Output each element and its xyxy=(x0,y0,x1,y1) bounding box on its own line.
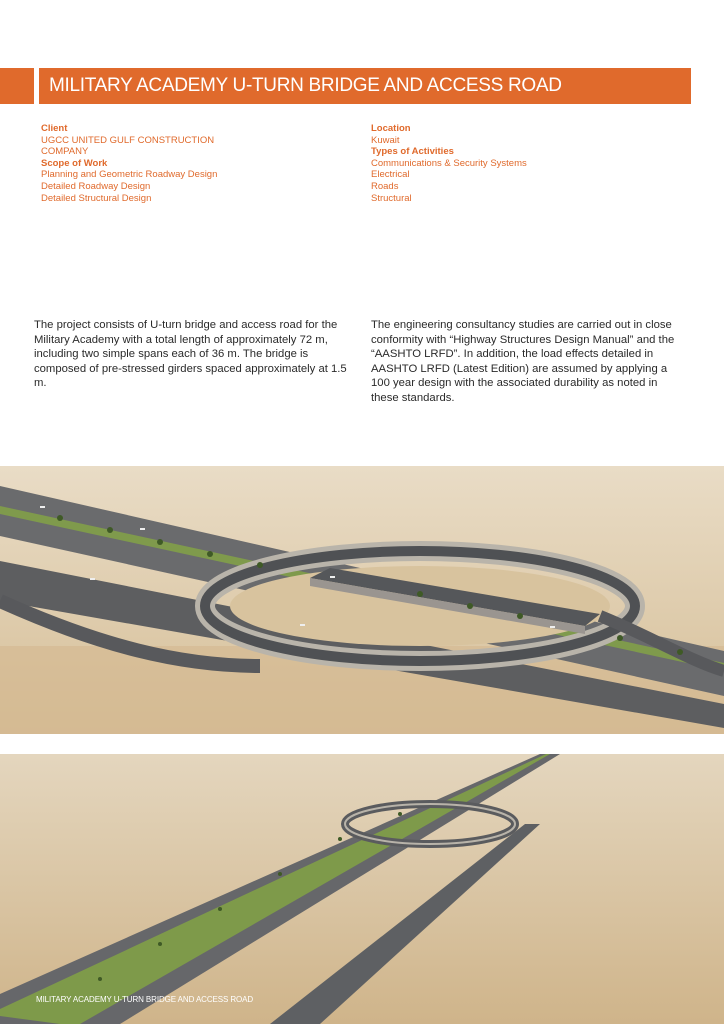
activity-item: Structural xyxy=(371,192,412,204)
client-value-line-2: COMPANY xyxy=(41,146,89,158)
scope-item: Detailed Structural Design xyxy=(41,192,152,204)
client-label: Client xyxy=(41,123,68,134)
activity-item: Roads xyxy=(371,180,399,192)
activity-item: Communications & Security Systems xyxy=(371,157,527,169)
title-bar xyxy=(0,68,691,104)
info-column-left xyxy=(41,123,271,204)
location-value: Kuwait xyxy=(371,134,400,146)
title-banner xyxy=(39,68,691,104)
activity-item: Electrical xyxy=(371,169,410,181)
scope-item: Planning and Geometric Roadway Design xyxy=(41,169,218,181)
scope-label: Scope of Work xyxy=(41,157,108,169)
activities-label: Types of Activities xyxy=(371,146,454,158)
location-label: Location xyxy=(371,123,411,134)
title-accent-block xyxy=(0,68,34,104)
bridge-rendering-closeup xyxy=(0,466,724,734)
bridge-rendering-aerial xyxy=(0,754,724,1024)
footer-text: MILITARY ACADEMY U-TURN BRIDGE AND ACCESS ROAD xyxy=(36,995,254,1004)
info-column-right xyxy=(371,123,601,204)
scope-item: Detailed Roadway Design xyxy=(41,180,151,192)
client-value-line-1: UGCC UNITED GULF CONSTRUCTION xyxy=(41,134,215,146)
page-title: MILITARY ACADEMY U-TURN BRIDGE AND ACCESS ROAD xyxy=(49,75,562,96)
description-right: The engineering consultancy studies are carried out in close conformity with “Highway Structures Design Manual” and the “AASHTO LRFD”. In addition, the load effects detailed in AASHTO LRFD (Latest Edition) are assumed by applying a 100 year design with the associated durability as noted in these standards. xyxy=(371,319,675,404)
description-left: The project consists of U-turn bridge and access road for the Military Academy with a total length of approximately 72 m, including two simple spans each of 36 m. The bridge is composed of pre-stressed girders spaced approximately at 1.5 m. xyxy=(34,319,347,390)
